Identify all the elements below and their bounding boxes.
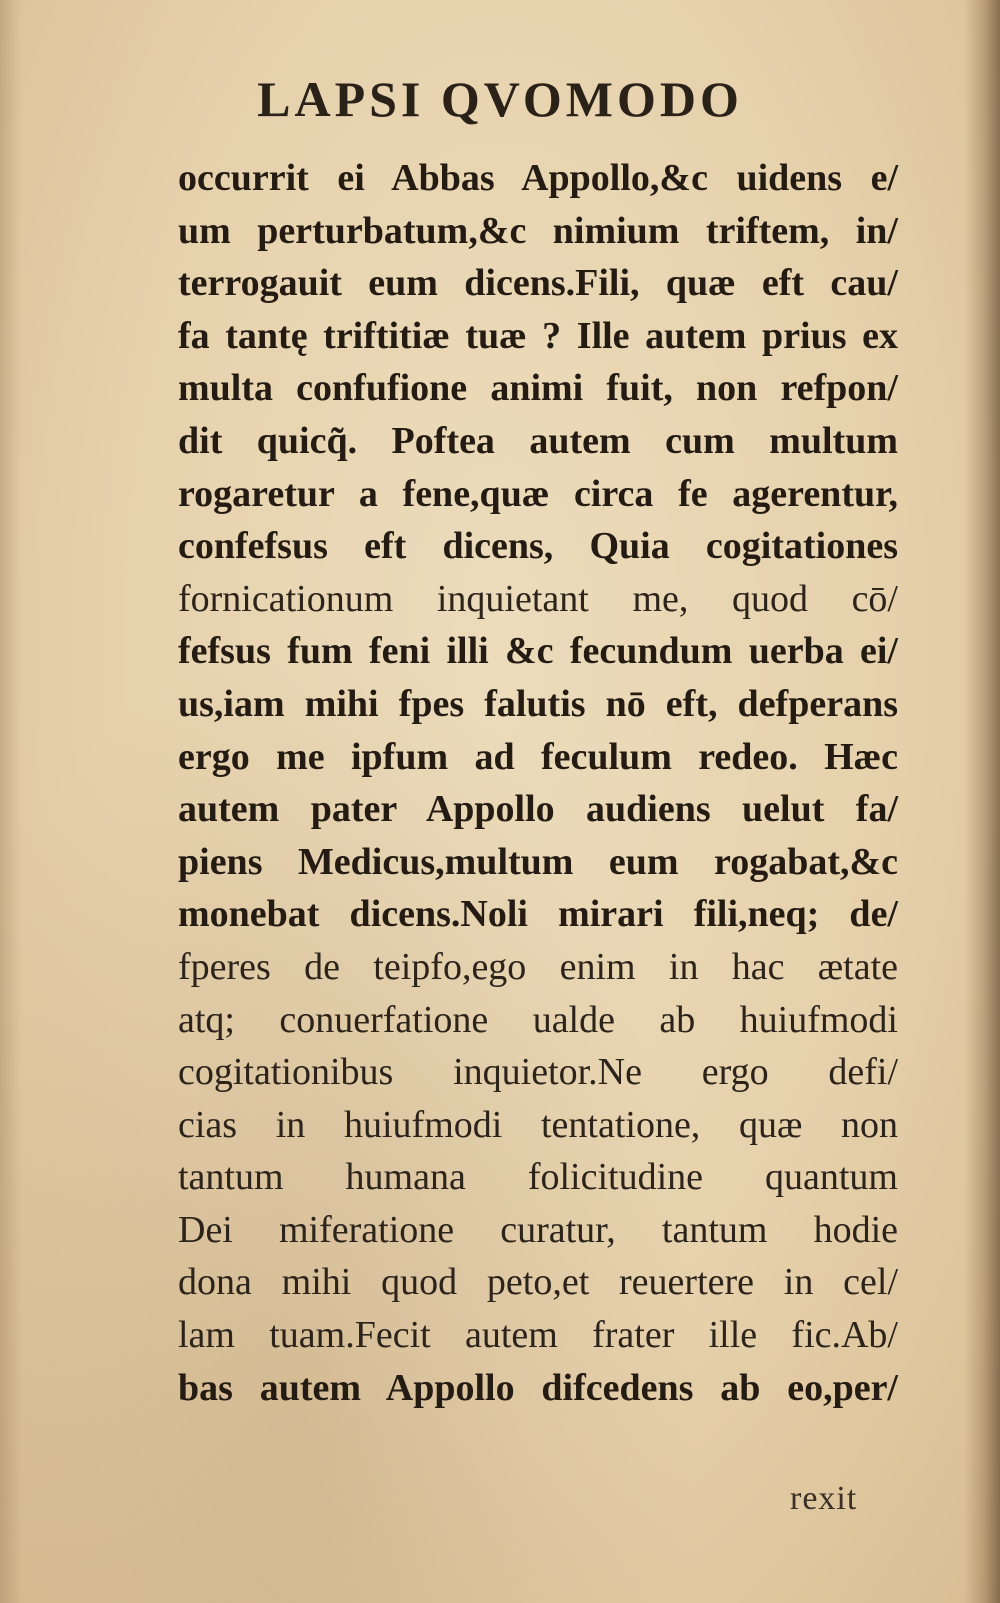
- text-line: occurrit ei Abbas Appollo,&c uidens e/: [178, 157, 898, 199]
- text-line: dit quicq̃. Poftea autem cum multum: [178, 419, 898, 462]
- catchword: rexit: [790, 1480, 858, 1517]
- text-line: us,iam mihi fpes falutis nō eft, defperans: [178, 682, 898, 725]
- text-line: terrogauit eum dicens.Fili, quæ eft cau/: [178, 262, 898, 305]
- text-line: fefsus fum feni illi &c fecundum uerba ei/: [178, 630, 898, 673]
- text-line: rogaretur a fene,quæ circa fe agerentur,: [178, 472, 898, 515]
- text-line: ergo me ipfum ad feculum redeo. Hæc: [178, 735, 898, 778]
- running-head: LAPSI QVOMODO: [257, 71, 743, 127]
- text-line: bas autem Appollo difcedens ab eo,per/: [178, 1366, 898, 1409]
- text-line: tantum humana folicitudine quantum: [178, 1156, 898, 1199]
- text-line: um perturbatum,&c nimium triftem, in/: [178, 209, 898, 252]
- page-right-edge-shadow: [964, 0, 1000, 1603]
- text-line: piens Medicus,multum eum rogabat,&c: [178, 840, 898, 883]
- body-text: [178, 152, 898, 1414]
- text-line: confefsus eft dicens, Quia cogitationes: [178, 525, 898, 568]
- text-line: atq; conuerfatione ualde ab huiufmodi: [178, 998, 898, 1041]
- text-line: lam tuam.Fecit autem frater ille fic.Ab/: [178, 1314, 898, 1357]
- text-line: dona mihi quod peto,et reuertere in cel/: [178, 1261, 898, 1304]
- text-line: fa tantę triftitiæ tuæ ? Ille autem prius ex: [178, 314, 898, 357]
- page-left-edge-shadow: [0, 0, 22, 1603]
- text-line: autem pater Appollo audiens uelut fa/: [178, 788, 898, 831]
- text-line: cias in huiufmodi tentatione, quæ non: [178, 1103, 898, 1146]
- text-line: fornicationum inquietant me, quod cō/: [178, 577, 898, 620]
- text-line: monebat dicens.Noli mirari fili,neq; de/: [178, 893, 898, 936]
- text-line: cogitationibus inquietor.Ne ergo defi/: [178, 1051, 898, 1094]
- text-line: fperes de teipfo,ego enim in hac ætate: [178, 945, 898, 988]
- text-line: multa confufione animi fuit, non refpon/: [178, 367, 898, 410]
- text-line: Dei miferatione curatur, tantum hodie: [178, 1208, 898, 1251]
